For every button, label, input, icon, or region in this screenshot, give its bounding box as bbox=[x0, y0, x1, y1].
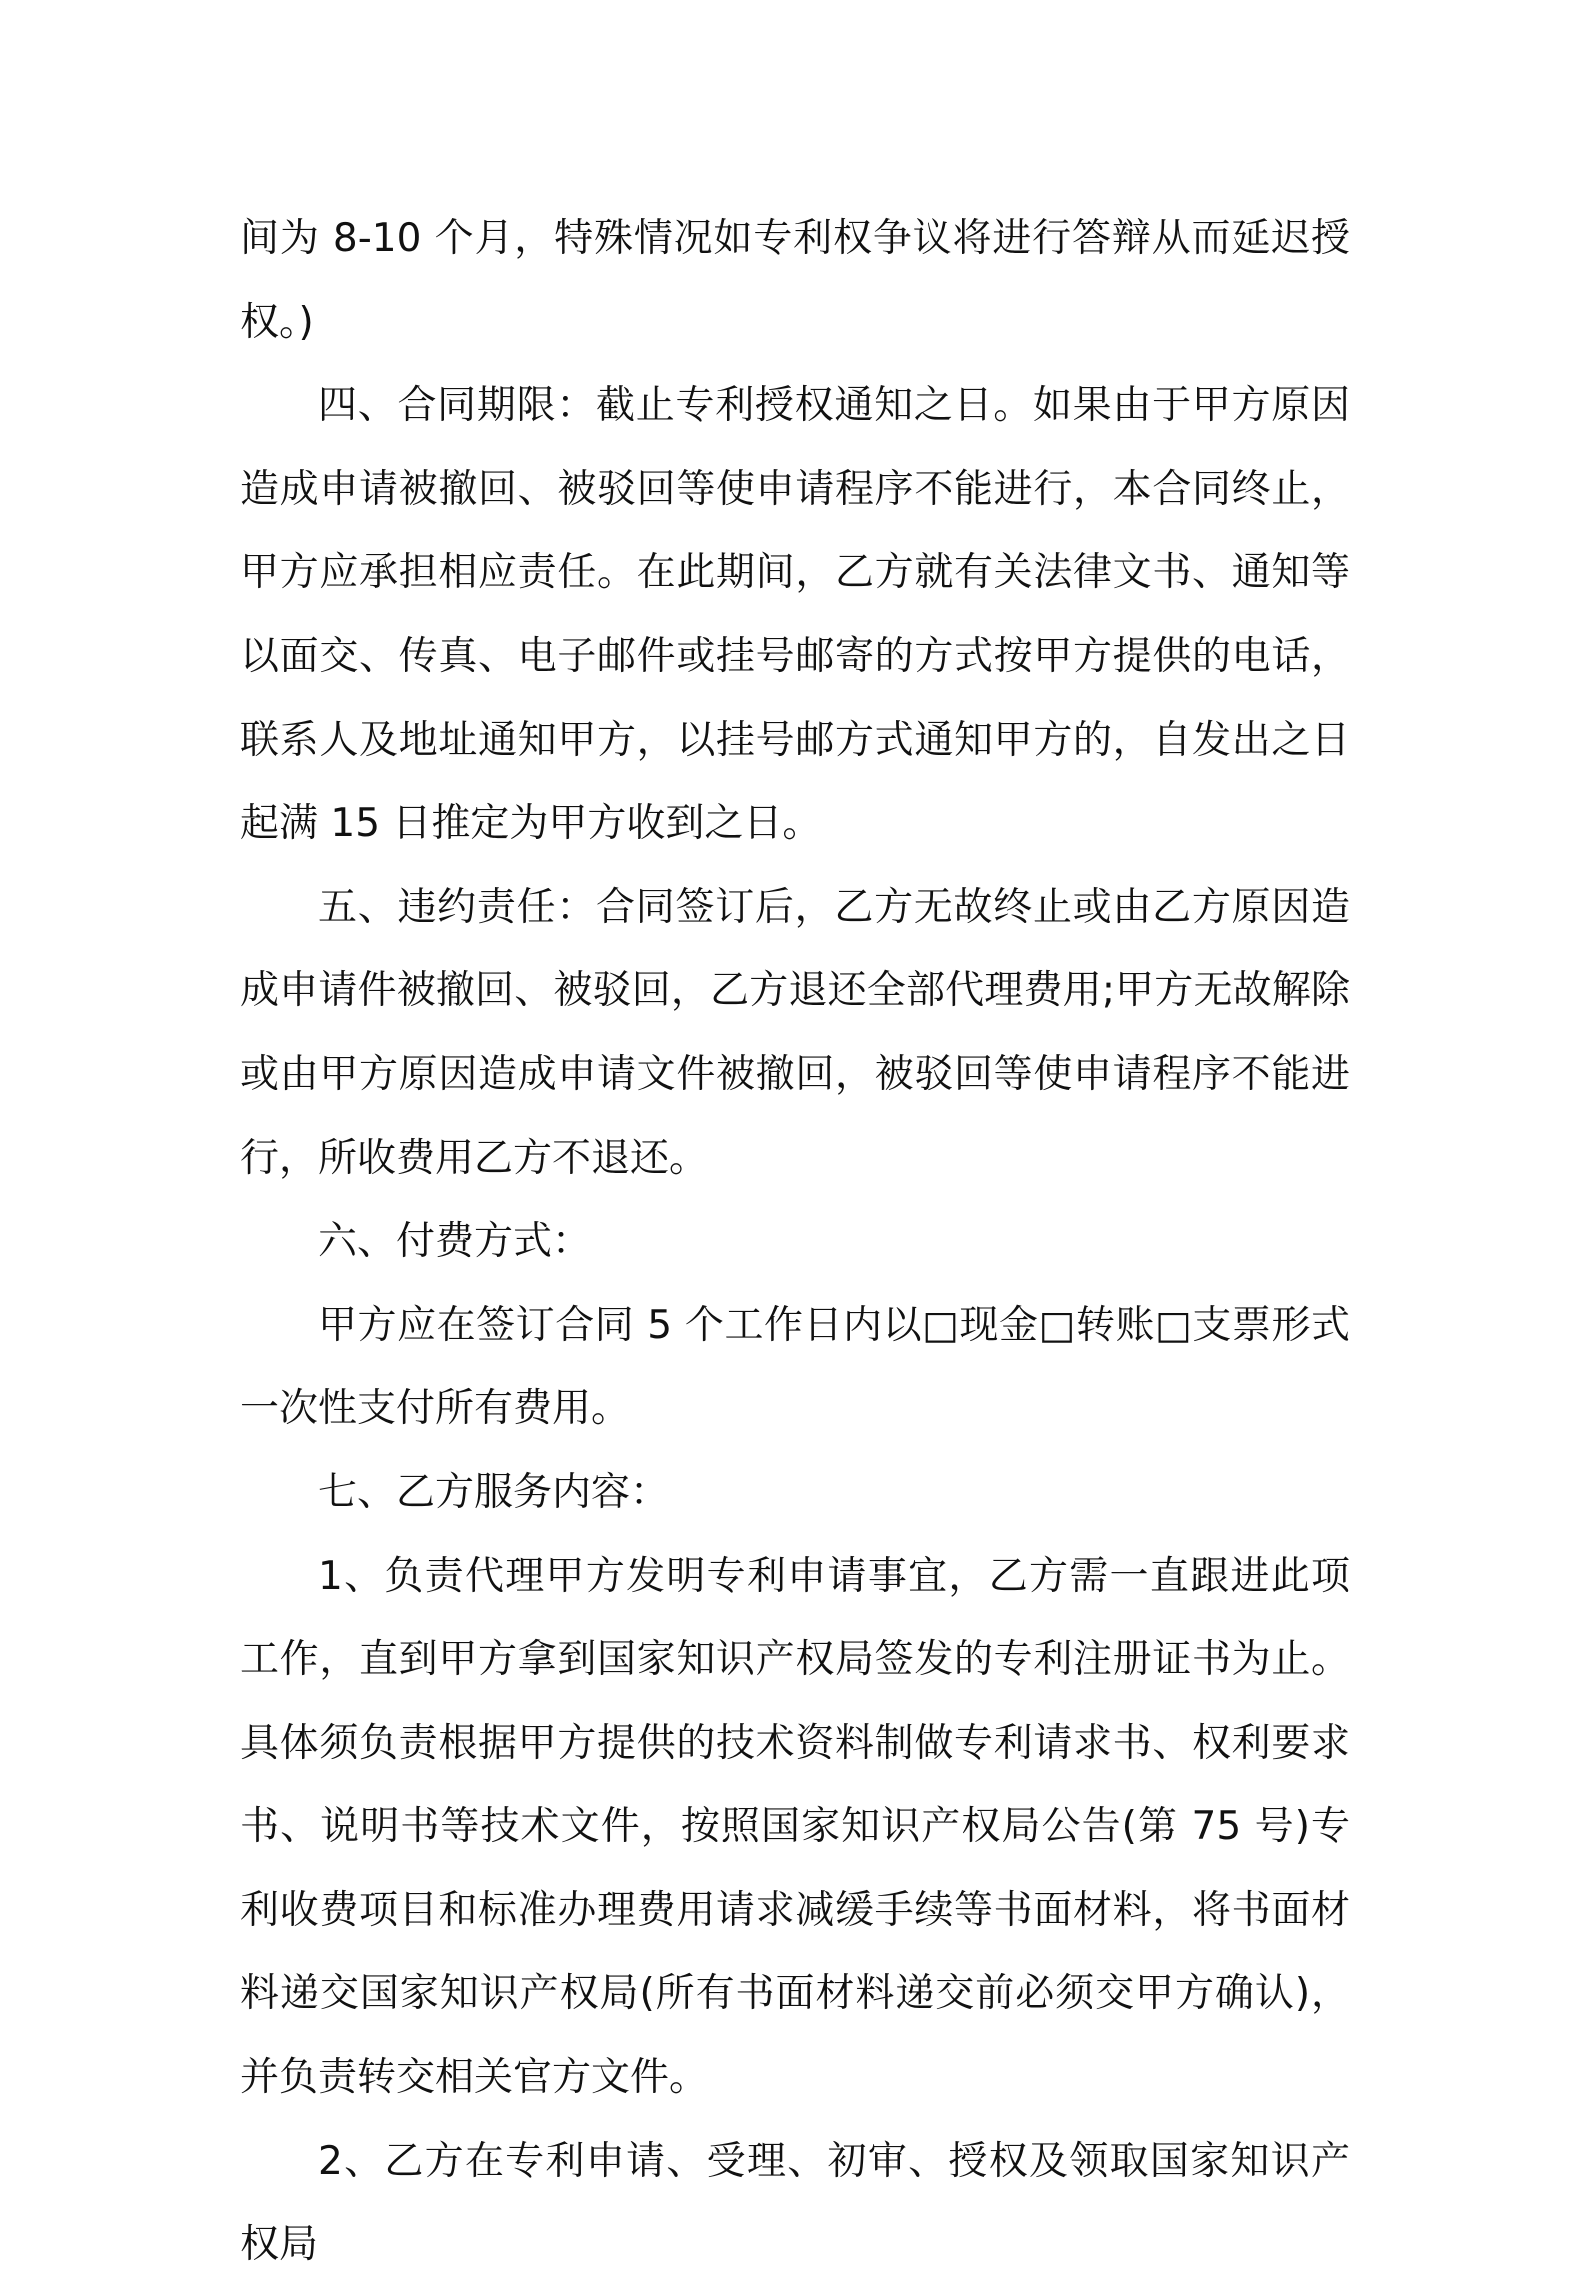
paragraph-services-heading: 七、乙方服务内容： bbox=[318, 1469, 670, 1515]
paragraph-payment-method: 甲方应在签订合同 5 个工作日内以□现金□转账□支票形式一次性支付所有费用。 bbox=[240, 1302, 1350, 1432]
paragraph-contract-term: 四、合同期限：截止专利授权通知之日。如果由于甲方原因造成申请被撤回、被驳回等使申请程序不能进行，本合同终止，甲方应承担相应责任。在此期间，乙方就有关法律文书、通知等以面交、传真、电子邮件或挂号邮寄的方式按甲方提供的电话，联系人及地址通知甲方，以挂号邮方式通知甲方的，自发出之日起满 15 日推定为甲方收到之日。 bbox=[240, 383, 1350, 847]
paragraph-service-item-1: 1、负责代理甲方发明专利申请事宜，乙方需一直跟进此项工作，直到甲方拿到国家知识产权局签发的专利注册证书为止。具体须负责根据甲方提供的技术资料制做专利请求书、权利要求书、说明书等技术文件，按照国家知识产权局公告(第 75 号)专利收费项目和标准办理费用请求减缓手续等书面材料，将书面材料递交国家知识产权局(所有书面材料递交前必须交甲方确认)，并负责转交相关官方文件。 bbox=[240, 1553, 1350, 2101]
paragraph-breach-liability: 五、违约责任：合同签订后，乙方无故终止或由乙方原因造成申请件被撤回、被驳回，乙方退还全部代理费用;甲方无故解除或由甲方原因造成申请文件被撤回，被驳回等使申请程序不能进行，所收费用乙方不退还。 bbox=[240, 884, 1350, 1181]
paragraph-service-item-2: 2、乙方在专利申请、受理、初审、授权及领取国家知识产权局 bbox=[240, 2138, 1350, 2268]
paragraph-payment-heading: 六、付费方式： bbox=[318, 1219, 592, 1265]
paragraph-review-period: 间为 8-10 个月，特殊情况如专利权争议将进行答辩从而延迟授权。) bbox=[240, 216, 1350, 345]
document-body bbox=[240, 197, 1350, 2287]
